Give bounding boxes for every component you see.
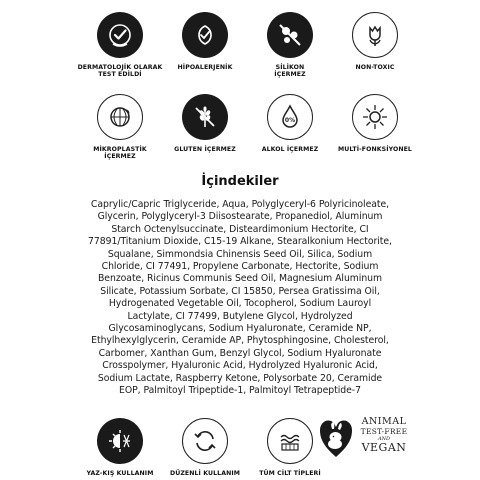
badge-label: DERMATOLOJİK OLARAK TEST EDİLDİ xyxy=(77,64,163,79)
ingredients-title: İçindekiler xyxy=(201,174,279,189)
badge-non-toxic xyxy=(315,12,435,71)
badge-label: DÜZENLİ KULLANIM xyxy=(169,470,241,477)
badge-label: GLUTEN İÇERMEZ xyxy=(174,146,236,153)
badge-multifunctional xyxy=(315,94,435,153)
gluten-free-icon xyxy=(182,94,228,140)
vegan-line-test-free: TEST-FREE xyxy=(360,427,408,436)
vegan-line-animal: ANIMAL xyxy=(361,416,407,427)
silicone-free-icon xyxy=(267,12,313,58)
alcohol-free-icon xyxy=(267,94,313,140)
badge-label: YAZ-KIŞ KULLANIM xyxy=(86,470,154,477)
badge-label: HİPOALERJENİK xyxy=(177,64,233,71)
microplastic-free-icon xyxy=(97,94,143,140)
all-skin-types-icon xyxy=(267,418,313,464)
animal-test-free-vegan-badge xyxy=(318,413,408,473)
badge-label: SİLİKON İÇERMEZ xyxy=(274,64,306,79)
summer-winter-icon xyxy=(97,418,143,464)
regular-use-icon xyxy=(182,418,228,464)
ingredients-list: Caprylic/Capric Triglyceride, Aqua, Polyglyceryl-6 Polyricinoleate, Glycerin, Polyglyceryl-3 Diisostearate, Propanediol, Aluminum Starch Octenylsuccinate, Disteardimonium Hectorite, CI 77891/Titanium Dioxide, C15-19 Alkane, Stearalkonium Hectorite, Squalane, Simmondsia Chinensis Seed Oil, Silica, Sodium Chloride, CI 77491, Propylene Carbonate, Hectorite, Sodium Benzoate, Ricinus Communis Seed Oil, Magnesium Aluminum Silicate, Potassium Sorbate, CI 15850, Persea Gratissima Oil, Hydrogenated Vegetable Oil, Tocopherol, Sodium Lauroyl Lactylate, CI 77499, Butylene Glycol, Hydrolyzed Glycosaminoglycans, Sodium Hyaluronate, Ceramide NP, Ethylhexylglycerin, Ceramide AP, Phytosphingosine, Cholesterol, Carbomer, Xanthan Gum, Benzyl Glycol, Sodium Hyaluronate Crosspolymer, Hyaluronic Acid, Hydrolyzed Hyaluronic Acid, Sodium Lactate, Raspberry Ketone, Polysorbate 20, Ceramide EOP, Palmitoyl Tripeptide-1, Palmitoyl Tetrapeptide-7 xyxy=(88,199,392,397)
badge-label: MULTİ-FONKSİYONEL xyxy=(338,146,412,153)
badge-label: ALKOL İÇERMEZ xyxy=(261,146,319,153)
vegan-line-and: AND xyxy=(378,436,390,442)
badge-label: TÜM CİLT TİPLERİ xyxy=(259,470,321,477)
vegan-line-vegan: VEGAN xyxy=(361,441,407,454)
hypoallergenic-leaf-icon xyxy=(182,12,228,58)
alcohol-percentage-text: 0% xyxy=(284,117,296,124)
vegan-badge-text xyxy=(354,417,414,454)
badge-label: MİKROPLASTİK İÇERMEZ xyxy=(93,146,147,161)
badge-label: NON-TOXIC xyxy=(355,64,395,71)
non-toxic-flower-icon xyxy=(352,12,398,58)
dermatologically-tested-icon xyxy=(97,12,143,58)
multifunctional-icon xyxy=(352,94,398,140)
heart-rabbit-icon xyxy=(318,417,354,461)
